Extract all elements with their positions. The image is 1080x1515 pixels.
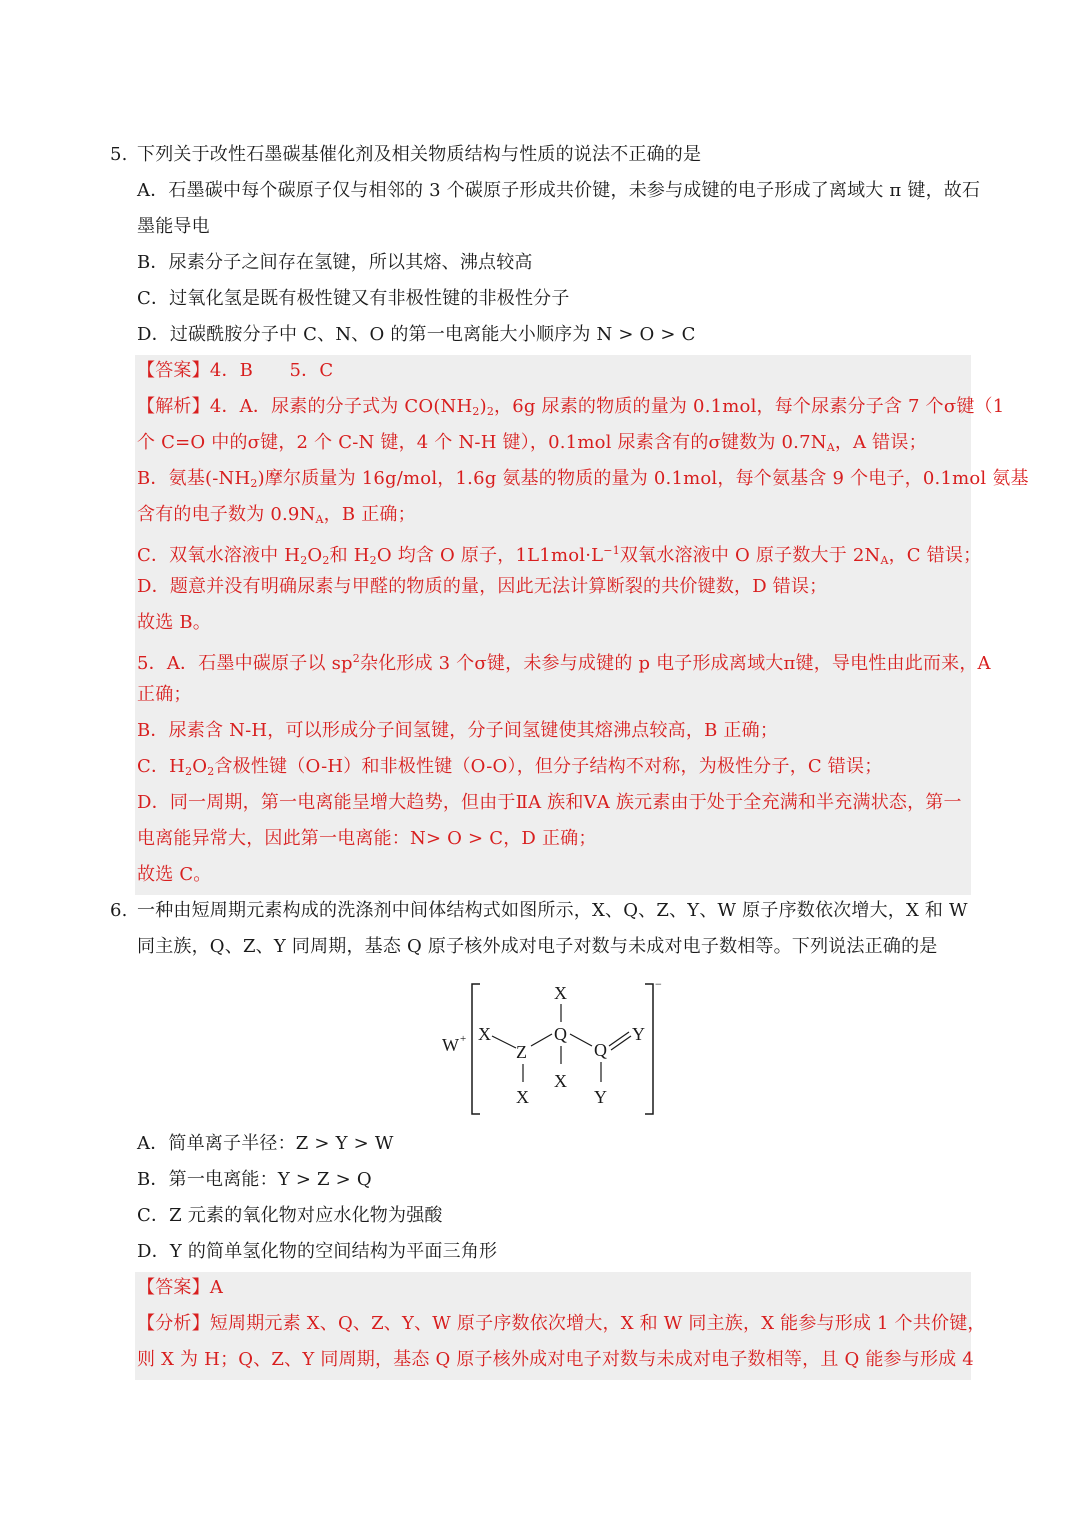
q6-analysis-line-1: [137, 1306, 986, 1342]
right-bracket: [645, 984, 653, 1114]
analysis-line-1: [137, 389, 1004, 430]
analysis-text: ，B 正确；: [323, 504, 416, 525]
analysis-line-12: D．同一周期，第一电离能呈增大趋势，但由于ⅡA 族和ⅤA 族元素由于处于全充满和半充满状态，第一: [137, 792, 962, 813]
answer-tag: 【答案】: [137, 1277, 210, 1298]
analysis-text: ，C 错误；: [888, 545, 982, 566]
q5-number: 5.: [110, 144, 128, 165]
analysis-text: O 均含 O 原子，1L1mol·L: [376, 545, 604, 566]
q6-analysis-line-2: 则 X 为 H；Q、Z、Y 同周期，基态 Q 原子核外成对电子对数与未成对电子数相等，且 Q 能参与形成 4: [137, 1349, 974, 1370]
cation-w: W: [442, 1035, 459, 1055]
analysis-line-2: [137, 425, 927, 466]
analysis-text: 含有的电子数为 0.9N: [137, 504, 316, 525]
subscript: 2: [207, 765, 215, 778]
analysis-text: B．氨基(-NH: [137, 468, 251, 489]
atom-q-right: Q: [594, 1040, 607, 1060]
subscript: A: [826, 441, 835, 454]
atom-x-bottom-z: X: [516, 1087, 529, 1107]
q6-option-b: B．第一电离能：Y > Z > Q: [137, 1169, 372, 1190]
q5-stem: 下列关于改性石墨碳基催化剂及相关物质结构与性质的说法不正确的是: [137, 144, 702, 165]
analysis-text: 个 C=O 中的σ键，2 个 C-N 键，4 个 N-H 键），0.1mol 尿素含有的σ键数为 0.7N: [137, 432, 827, 453]
analysis-text: C．双氧水溶液中 H: [137, 545, 301, 566]
answer-q6: [137, 1270, 223, 1306]
subscript: 2: [369, 554, 377, 567]
cation-charge: +: [460, 1033, 467, 1045]
q5-option-d: D．过碳酰胺分子中 C、N、O 的第一电离能大小顺序为 N > O > C: [137, 324, 696, 345]
answer-text: 4．B 5．C: [209, 360, 334, 381]
analysis-text: C．H: [137, 756, 186, 777]
q6-number: 6.: [110, 900, 128, 921]
bond-q-q: [570, 1034, 592, 1046]
superscript: −1: [603, 544, 620, 557]
subscript: 2: [185, 765, 193, 778]
atom-q-center: Q: [554, 1024, 567, 1044]
atom-x-left: X: [478, 1024, 491, 1044]
analysis-text: 5．A．石墨中碳原子以 sp: [137, 653, 353, 674]
subscript: 2: [472, 405, 480, 418]
subscript: A: [880, 554, 889, 567]
subscript: 2: [250, 477, 258, 490]
q6-stem-line2: 同主族，Q、Z、Y 同周期，基态 Q 原子核外成对电子对数与未成对电子数相等。下列说法正确的是: [137, 936, 938, 957]
analysis-line-8: [137, 641, 991, 682]
analysis-tag: 【分析】: [137, 1313, 210, 1334]
analysis-line-11: [137, 749, 882, 790]
analysis-line-13: 电离能异常大，因此第一电离能：N> O > C，D 正确；: [137, 828, 597, 849]
analysis-line-7: 故选 B。: [137, 612, 211, 633]
analysis-line-3: [137, 461, 1029, 502]
q5-option-c: C．过氧化氢是既有极性键又有非极性键的非极性分子: [137, 288, 570, 309]
subscript: A: [315, 513, 324, 526]
atom-x-bottom-q: X: [554, 1071, 567, 1091]
analysis-text: ): [479, 396, 487, 417]
bond-x-z: [492, 1036, 516, 1048]
analysis-line-10: B．尿素含 N-H，可以形成分子间氢键，分子间氢键使其熔沸点较高，B 正确；: [137, 720, 779, 741]
analysis-text: ，6g 尿素的物质的量为 0.1mol，每个尿素分子含 7 个σ键（1: [494, 396, 1005, 417]
analysis-text: )摩尔质量为 16g/mol，1.6g 氨基的物质的量为 0.1mol，每个氨基含 9 个电子，0.1mol 氨基: [257, 468, 1029, 489]
analysis-text: 4．A．尿素的分子式为 CO(NH: [209, 396, 473, 417]
analysis-text: O: [307, 545, 323, 566]
analysis-text: 双氧水溶液中 O 原子数大于 2N: [619, 545, 881, 566]
analysis-line-6: D．题意并没有明确尿素与甲醛的物质的量，因此无法计算断裂的共价键数，D 错误；: [137, 576, 828, 597]
q6-option-d: D．Y 的简单氢化物的空间结构为平面三角形: [137, 1241, 498, 1262]
analysis-text: 和 H: [329, 545, 370, 566]
bond-z-q: [531, 1034, 552, 1046]
q6-option-c: C．Z 元素的氧化物对应水化物为强酸: [137, 1205, 443, 1226]
structure-diagram: [430, 972, 680, 1122]
analysis-text: 杂化形成 3 个σ键，未参与成键的 p 电子形成离域大π键，导电性由此而来，A: [359, 653, 991, 674]
anion-charge: −: [655, 977, 662, 991]
answer-text: A: [209, 1277, 224, 1298]
q6-option-a: A．简单离子半径：Z > Y > W: [137, 1133, 394, 1154]
q5-option-a-line2: 墨能导电: [137, 216, 210, 237]
atom-x-top: X: [554, 983, 567, 1003]
analysis-line-9: 正确；: [137, 684, 192, 705]
q5-option-b: B．尿素分子之间存在氢键，所以其熔、沸点较高: [137, 252, 533, 273]
analysis-tag: 【解析】: [137, 396, 210, 417]
answer-tag: 【答案】: [137, 360, 210, 381]
atom-y-bottom: Y: [594, 1087, 607, 1107]
analysis-line-4: [137, 497, 416, 538]
superscript: 2: [352, 652, 360, 665]
answer-q4-q5: [137, 353, 333, 389]
q6-stem-1: 一种由短周期元素构成的洗涤剂中间体结构式如图所示，X、Q、Z、Y、W 原子序数依次增大，X 和 W: [137, 900, 968, 921]
subscript: 2: [322, 554, 330, 567]
analysis-text: O: [192, 756, 208, 777]
analysis-line-14: 故选 C。: [137, 864, 212, 885]
q5-option-a-line1: A．石墨碳中每个碳原子仅与相邻的 3 个碳原子形成共价键，未参与成键的电子形成了离域大 π 键，故石: [137, 180, 981, 201]
analysis-text: ，A 错误；: [834, 432, 927, 453]
atom-z: Z: [516, 1042, 527, 1062]
atom-y-right: Y: [632, 1024, 645, 1044]
analysis-text: 短周期元素 X、Q、Z、Y、W 原子序数依次增大，X 和 W 同主族，X 能参与形成 1 个共价键，: [209, 1313, 986, 1334]
subscript: 2: [486, 405, 495, 418]
left-bracket: [472, 984, 480, 1114]
subscript: 2: [300, 554, 308, 567]
analysis-text: 含极性键（O-H）和非极性键（O-O），但分子结构不对称，为极性分子，C 错误；: [214, 756, 883, 777]
